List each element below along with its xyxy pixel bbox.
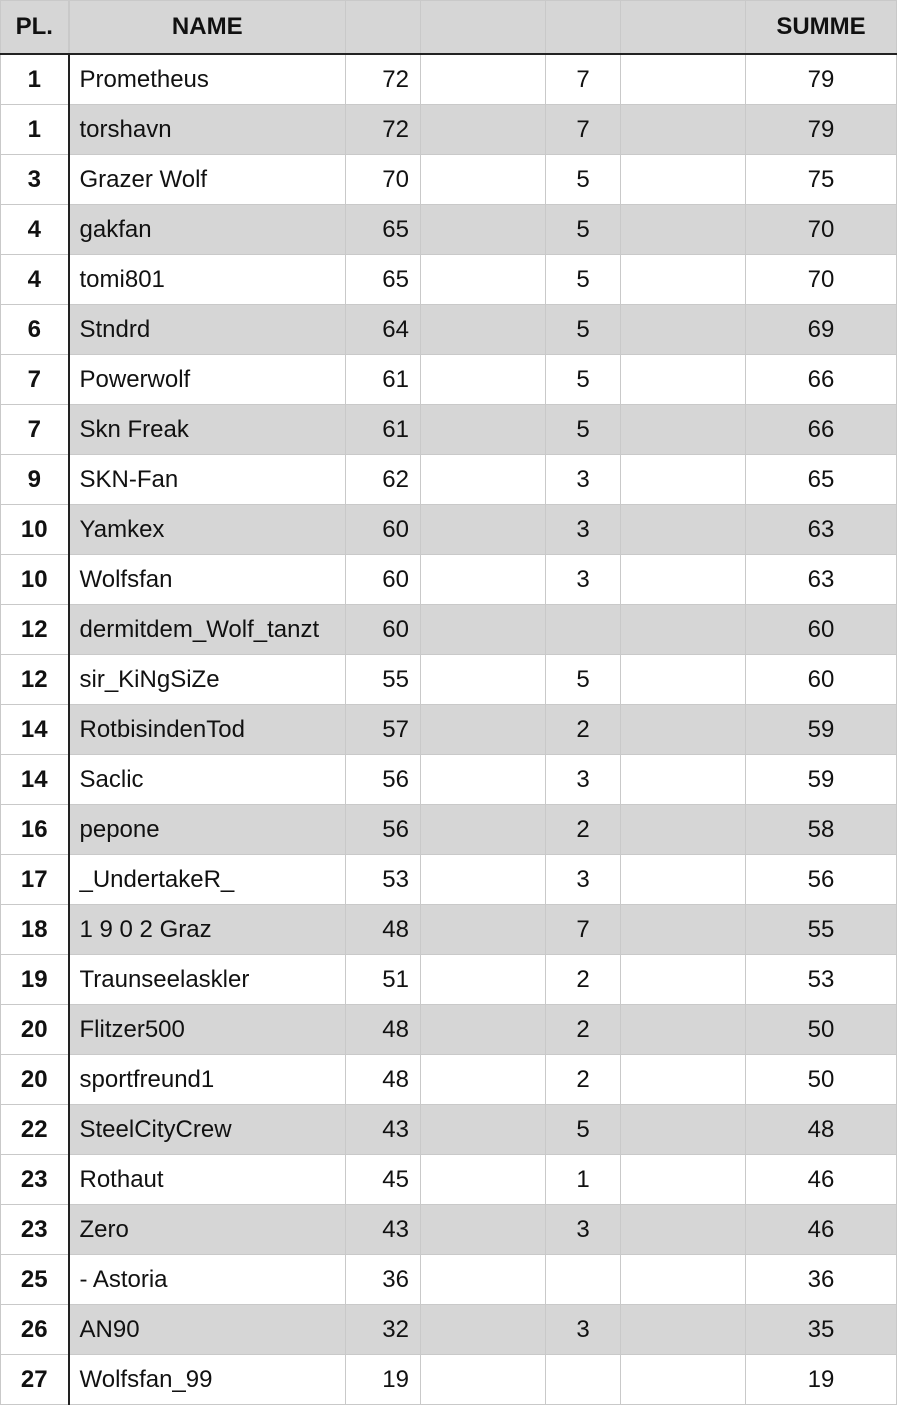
rank-cell: 25 xyxy=(1,1255,69,1305)
name-cell: Skn Freak xyxy=(69,405,346,455)
empty-cell-d xyxy=(621,855,746,905)
rank-cell: 12 xyxy=(1,605,69,655)
points-c-cell: 5 xyxy=(546,405,621,455)
header-col-c xyxy=(546,1,621,55)
points-a-cell: 19 xyxy=(346,1355,421,1405)
rank-cell: 18 xyxy=(1,905,69,955)
sum-cell: 66 xyxy=(746,355,897,405)
table-row xyxy=(1,605,897,655)
name-cell: _UndertakeR_ xyxy=(69,855,346,905)
empty-cell-b xyxy=(421,1105,546,1155)
empty-cell-d xyxy=(621,355,746,405)
points-c-cell: 5 xyxy=(546,255,621,305)
rank-cell: 9 xyxy=(1,455,69,505)
table-row xyxy=(1,455,897,505)
table-row xyxy=(1,1305,897,1355)
sum-cell: 79 xyxy=(746,105,897,155)
points-c-cell xyxy=(546,1355,621,1405)
empty-cell-d xyxy=(621,1055,746,1105)
points-c-cell: 3 xyxy=(546,555,621,605)
header-summe: SUMME xyxy=(746,1,897,55)
sum-cell: 50 xyxy=(746,1055,897,1105)
table-body xyxy=(1,54,897,1405)
empty-cell-d xyxy=(621,755,746,805)
empty-cell-d xyxy=(621,1355,746,1405)
points-a-cell: 60 xyxy=(346,605,421,655)
points-c-cell xyxy=(546,605,621,655)
empty-cell-b xyxy=(421,1305,546,1355)
points-c-cell: 3 xyxy=(546,455,621,505)
table-row xyxy=(1,355,897,405)
name-cell: Prometheus xyxy=(69,54,346,105)
table-row xyxy=(1,905,897,955)
table-row xyxy=(1,105,897,155)
points-c-cell: 5 xyxy=(546,655,621,705)
rank-cell: 27 xyxy=(1,1355,69,1405)
rank-cell: 23 xyxy=(1,1155,69,1205)
empty-cell-d xyxy=(621,905,746,955)
points-a-cell: 72 xyxy=(346,54,421,105)
sum-cell: 50 xyxy=(746,1005,897,1055)
points-c-cell: 5 xyxy=(546,355,621,405)
points-a-cell: 72 xyxy=(346,105,421,155)
table-row xyxy=(1,255,897,305)
points-a-cell: 70 xyxy=(346,155,421,205)
table-row xyxy=(1,855,897,905)
empty-cell-d xyxy=(621,455,746,505)
sum-cell: 55 xyxy=(746,905,897,955)
sum-cell: 60 xyxy=(746,605,897,655)
rank-cell: 16 xyxy=(1,805,69,855)
rank-cell: 20 xyxy=(1,1005,69,1055)
points-c-cell: 3 xyxy=(546,505,621,555)
empty-cell-d xyxy=(621,105,746,155)
sum-cell: 56 xyxy=(746,855,897,905)
rank-cell: 17 xyxy=(1,855,69,905)
points-a-cell: 62 xyxy=(346,455,421,505)
table-header xyxy=(1,1,897,55)
empty-cell-b xyxy=(421,905,546,955)
empty-cell-d xyxy=(621,305,746,355)
empty-cell-b xyxy=(421,405,546,455)
points-a-cell: 65 xyxy=(346,205,421,255)
points-c-cell: 7 xyxy=(546,105,621,155)
rank-cell: 1 xyxy=(1,54,69,105)
empty-cell-d xyxy=(621,705,746,755)
table-row xyxy=(1,305,897,355)
points-c-cell: 3 xyxy=(546,755,621,805)
sum-cell: 63 xyxy=(746,555,897,605)
table-row xyxy=(1,205,897,255)
name-cell: tomi801 xyxy=(69,255,346,305)
rank-cell: 14 xyxy=(1,755,69,805)
empty-cell-b xyxy=(421,855,546,905)
rank-cell: 6 xyxy=(1,305,69,355)
rank-cell: 10 xyxy=(1,505,69,555)
points-c-cell: 7 xyxy=(546,905,621,955)
empty-cell-b xyxy=(421,1205,546,1255)
empty-cell-d xyxy=(621,1155,746,1205)
empty-cell-b xyxy=(421,955,546,1005)
header-col-a xyxy=(346,1,421,55)
name-cell: Flitzer500 xyxy=(69,1005,346,1055)
name-cell: RotbisindenTod xyxy=(69,705,346,755)
empty-cell-b xyxy=(421,805,546,855)
table-row xyxy=(1,1255,897,1305)
points-a-cell: 53 xyxy=(346,855,421,905)
rank-cell: 10 xyxy=(1,555,69,605)
points-c-cell: 3 xyxy=(546,855,621,905)
points-c-cell: 2 xyxy=(546,805,621,855)
points-a-cell: 60 xyxy=(346,555,421,605)
name-cell: SKN-Fan xyxy=(69,455,346,505)
empty-cell-d xyxy=(621,1305,746,1355)
points-c-cell: 1 xyxy=(546,1155,621,1205)
name-cell: gakfan xyxy=(69,205,346,255)
empty-cell-d xyxy=(621,1205,746,1255)
empty-cell-d xyxy=(621,54,746,105)
name-cell: Wolfsfan xyxy=(69,555,346,605)
empty-cell-b xyxy=(421,355,546,405)
sum-cell: 48 xyxy=(746,1105,897,1155)
points-c-cell: 5 xyxy=(546,1105,621,1155)
rank-cell: 20 xyxy=(1,1055,69,1105)
empty-cell-b xyxy=(421,1255,546,1305)
points-a-cell: 65 xyxy=(346,255,421,305)
empty-cell-b xyxy=(421,605,546,655)
empty-cell-b xyxy=(421,155,546,205)
name-cell: AN90 xyxy=(69,1305,346,1355)
empty-cell-d xyxy=(621,155,746,205)
name-cell: - Astoria xyxy=(69,1255,346,1305)
points-a-cell: 64 xyxy=(346,305,421,355)
table-row xyxy=(1,1005,897,1055)
empty-cell-b xyxy=(421,54,546,105)
name-cell: Zero xyxy=(69,1205,346,1255)
table-row xyxy=(1,1205,897,1255)
points-c-cell: 2 xyxy=(546,705,621,755)
sum-cell: 53 xyxy=(746,955,897,1005)
rank-cell: 4 xyxy=(1,255,69,305)
points-a-cell: 60 xyxy=(346,505,421,555)
empty-cell-d xyxy=(621,555,746,605)
points-a-cell: 43 xyxy=(346,1205,421,1255)
empty-cell-d xyxy=(621,805,746,855)
table-row xyxy=(1,1105,897,1155)
sum-cell: 19 xyxy=(746,1355,897,1405)
points-a-cell: 61 xyxy=(346,405,421,455)
empty-cell-b xyxy=(421,1055,546,1105)
sum-cell: 70 xyxy=(746,255,897,305)
points-a-cell: 36 xyxy=(346,1255,421,1305)
points-c-cell: 5 xyxy=(546,305,621,355)
points-c-cell: 5 xyxy=(546,205,621,255)
name-cell: dermitdem_Wolf_tanzt xyxy=(69,605,346,655)
empty-cell-d xyxy=(621,1255,746,1305)
empty-cell-b xyxy=(421,205,546,255)
rank-cell: 7 xyxy=(1,405,69,455)
empty-cell-b xyxy=(421,105,546,155)
table-row xyxy=(1,155,897,205)
empty-cell-b xyxy=(421,1355,546,1405)
points-c-cell: 3 xyxy=(546,1205,621,1255)
points-a-cell: 45 xyxy=(346,1155,421,1205)
empty-cell-d xyxy=(621,405,746,455)
empty-cell-d xyxy=(621,255,746,305)
table-row xyxy=(1,955,897,1005)
table-row xyxy=(1,655,897,705)
name-cell: 1 9 0 2 Graz xyxy=(69,905,346,955)
name-cell: Yamkex xyxy=(69,505,346,555)
header-col-d xyxy=(621,1,746,55)
points-c-cell xyxy=(546,1255,621,1305)
table-row xyxy=(1,1155,897,1205)
empty-cell-b xyxy=(421,555,546,605)
points-c-cell: 3 xyxy=(546,1305,621,1355)
sum-cell: 36 xyxy=(746,1255,897,1305)
empty-cell-b xyxy=(421,505,546,555)
points-c-cell: 5 xyxy=(546,155,621,205)
sum-cell: 59 xyxy=(746,705,897,755)
table-row xyxy=(1,805,897,855)
empty-cell-d xyxy=(621,1105,746,1155)
header-col-b xyxy=(421,1,546,55)
header-row xyxy=(1,1,897,55)
points-a-cell: 48 xyxy=(346,1055,421,1105)
empty-cell-b xyxy=(421,1005,546,1055)
sum-cell: 69 xyxy=(746,305,897,355)
empty-cell-d xyxy=(621,955,746,1005)
table-row xyxy=(1,755,897,805)
points-a-cell: 56 xyxy=(346,755,421,805)
header-pl: PL. xyxy=(1,1,69,55)
name-cell: Traunseelaskler xyxy=(69,955,346,1005)
points-a-cell: 32 xyxy=(346,1305,421,1355)
empty-cell-d xyxy=(621,1005,746,1055)
points-c-cell: 2 xyxy=(546,955,621,1005)
table-row xyxy=(1,555,897,605)
table-row xyxy=(1,1355,897,1405)
name-cell: Stndrd xyxy=(69,305,346,355)
sum-cell: 75 xyxy=(746,155,897,205)
sum-cell: 46 xyxy=(746,1205,897,1255)
points-a-cell: 51 xyxy=(346,955,421,1005)
rank-cell: 23 xyxy=(1,1205,69,1255)
sum-cell: 60 xyxy=(746,655,897,705)
table-row xyxy=(1,705,897,755)
sum-cell: 35 xyxy=(746,1305,897,1355)
name-cell: Grazer Wolf xyxy=(69,155,346,205)
name-cell: Powerwolf xyxy=(69,355,346,405)
points-c-cell: 2 xyxy=(546,1005,621,1055)
name-cell: SteelCityCrew xyxy=(69,1105,346,1155)
rank-cell: 7 xyxy=(1,355,69,405)
rank-cell: 22 xyxy=(1,1105,69,1155)
empty-cell-b xyxy=(421,255,546,305)
points-a-cell: 61 xyxy=(346,355,421,405)
points-a-cell: 48 xyxy=(346,905,421,955)
points-a-cell: 43 xyxy=(346,1105,421,1155)
table-row xyxy=(1,505,897,555)
points-c-cell: 2 xyxy=(546,1055,621,1105)
empty-cell-b xyxy=(421,655,546,705)
rank-cell: 1 xyxy=(1,105,69,155)
points-a-cell: 48 xyxy=(346,1005,421,1055)
sum-cell: 63 xyxy=(746,505,897,555)
rank-cell: 12 xyxy=(1,655,69,705)
points-c-cell: 7 xyxy=(546,54,621,105)
sum-cell: 79 xyxy=(746,54,897,105)
name-cell: Wolfsfan_99 xyxy=(69,1355,346,1405)
rank-cell: 3 xyxy=(1,155,69,205)
name-cell: torshavn xyxy=(69,105,346,155)
header-name: NAME xyxy=(69,1,346,55)
name-cell: Saclic xyxy=(69,755,346,805)
empty-cell-b xyxy=(421,705,546,755)
sum-cell: 70 xyxy=(746,205,897,255)
empty-cell-d xyxy=(621,605,746,655)
points-a-cell: 55 xyxy=(346,655,421,705)
sum-cell: 58 xyxy=(746,805,897,855)
rank-cell: 26 xyxy=(1,1305,69,1355)
name-cell: sir_KiNgSiZe xyxy=(69,655,346,705)
sum-cell: 66 xyxy=(746,405,897,455)
empty-cell-b xyxy=(421,1155,546,1205)
table-row xyxy=(1,405,897,455)
table-row xyxy=(1,1055,897,1105)
rank-cell: 14 xyxy=(1,705,69,755)
points-a-cell: 56 xyxy=(346,805,421,855)
points-a-cell: 57 xyxy=(346,705,421,755)
empty-cell-b xyxy=(421,455,546,505)
name-cell: pepone xyxy=(69,805,346,855)
sum-cell: 65 xyxy=(746,455,897,505)
rank-cell: 19 xyxy=(1,955,69,1005)
rank-cell: 4 xyxy=(1,205,69,255)
empty-cell-b xyxy=(421,305,546,355)
name-cell: sportfreund1 xyxy=(69,1055,346,1105)
sum-cell: 46 xyxy=(746,1155,897,1205)
empty-cell-b xyxy=(421,755,546,805)
name-cell: Rothaut xyxy=(69,1155,346,1205)
empty-cell-d xyxy=(621,505,746,555)
empty-cell-d xyxy=(621,205,746,255)
sum-cell: 59 xyxy=(746,755,897,805)
table-row xyxy=(1,54,897,105)
empty-cell-d xyxy=(621,655,746,705)
